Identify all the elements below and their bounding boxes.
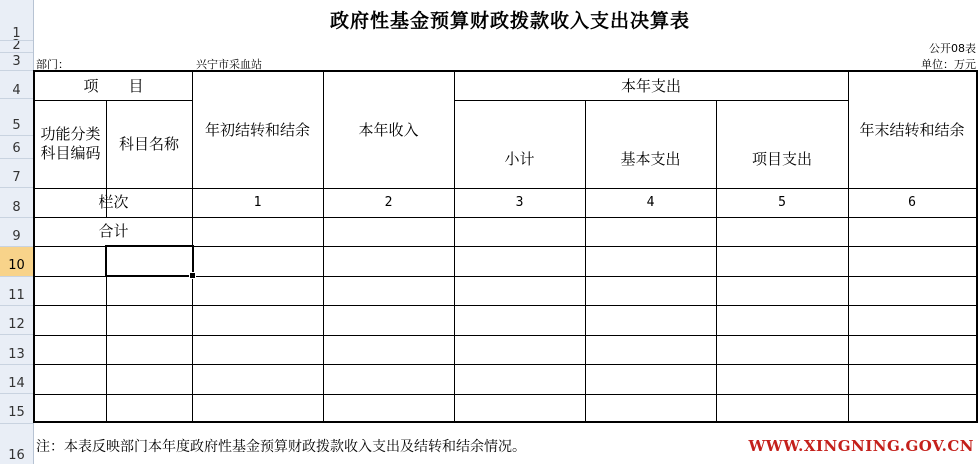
row-number[interactable]: 12: [8, 317, 25, 332]
row-divider: [0, 393, 33, 394]
row-divider: [35, 364, 976, 365]
budget-table: [33, 70, 978, 423]
row-divider: [0, 217, 33, 218]
column-number: 1: [253, 195, 262, 210]
header-closing-balance: 年末结转和结余: [859, 120, 965, 139]
row-number[interactable]: 2: [12, 38, 21, 53]
row-number[interactable]: 16: [8, 448, 25, 463]
row-divider: [0, 276, 33, 277]
header-income: 本年收入: [358, 120, 419, 139]
row-divider: [0, 423, 33, 424]
row-divider: [0, 334, 33, 335]
row-divider: [0, 135, 33, 136]
column-number: 4: [646, 195, 655, 210]
row-number[interactable]: 5: [12, 118, 21, 133]
header-subject-name: 科目名称: [118, 134, 179, 153]
row-divider: [35, 335, 976, 336]
row-number[interactable]: 3: [12, 54, 21, 69]
row-divider: [0, 70, 33, 71]
column-number: 5: [778, 195, 786, 210]
row-number[interactable]: 8: [12, 200, 21, 215]
sheet-title: 政府性基金预算财政拨款收入支出决算表: [329, 10, 690, 32]
column-index-label: 栏次: [98, 193, 129, 211]
column-number: 6: [908, 195, 916, 210]
row-number[interactable]: 13: [8, 347, 25, 362]
row-divider: [0, 98, 33, 99]
row-number[interactable]: 1: [12, 26, 21, 41]
site-watermark: WWW.XINGNING.GOV.CN: [748, 437, 974, 455]
row-number[interactable]: 4: [12, 83, 21, 98]
row-number-active[interactable]: 10: [0, 246, 33, 276]
form-number: 公开08表: [929, 42, 976, 55]
row-number[interactable]: 15: [8, 405, 25, 420]
department-label: 部门：: [36, 58, 69, 71]
header-expense-group: 本年支出: [620, 76, 681, 95]
row-number[interactable]: 6: [12, 141, 21, 156]
unit-label: 单位：万元: [921, 58, 976, 71]
row-divider: [35, 394, 976, 395]
row-divider: [35, 305, 976, 306]
header-function-code: 功能分类科目编码: [40, 125, 101, 162]
row-number[interactable]: 14: [8, 376, 25, 391]
row-divider: [0, 305, 33, 306]
row-divider: [0, 187, 33, 188]
total-label: 合计: [98, 222, 129, 240]
department-value[interactable]: 兴宁市采血站: [196, 58, 262, 71]
row-divider: [0, 158, 33, 159]
header-opening-balance: 年初结转和结余: [204, 120, 310, 139]
header-basic-expense: 基本支出: [620, 149, 681, 168]
row-divider: [0, 364, 33, 365]
row-divider: [0, 40, 33, 41]
column-number: 2: [384, 195, 393, 210]
table-note: 注：本表反映部门本年度政府性基金预算财政拨款收入支出及结转和结余情况。: [36, 439, 526, 455]
header-item: 项 目: [83, 76, 144, 95]
header-subtotal: 小计: [504, 149, 535, 168]
row-divider: [0, 246, 33, 247]
row-number[interactable]: 11: [8, 288, 25, 303]
row-number[interactable]: 7: [12, 170, 21, 185]
header-project-expense: 项目支出: [751, 149, 812, 168]
selected-cell[interactable]: [105, 245, 194, 277]
row-number[interactable]: 9: [12, 229, 21, 244]
row-divider: [0, 52, 33, 53]
column-number: 3: [515, 195, 524, 210]
fill-handle[interactable]: [189, 272, 196, 279]
